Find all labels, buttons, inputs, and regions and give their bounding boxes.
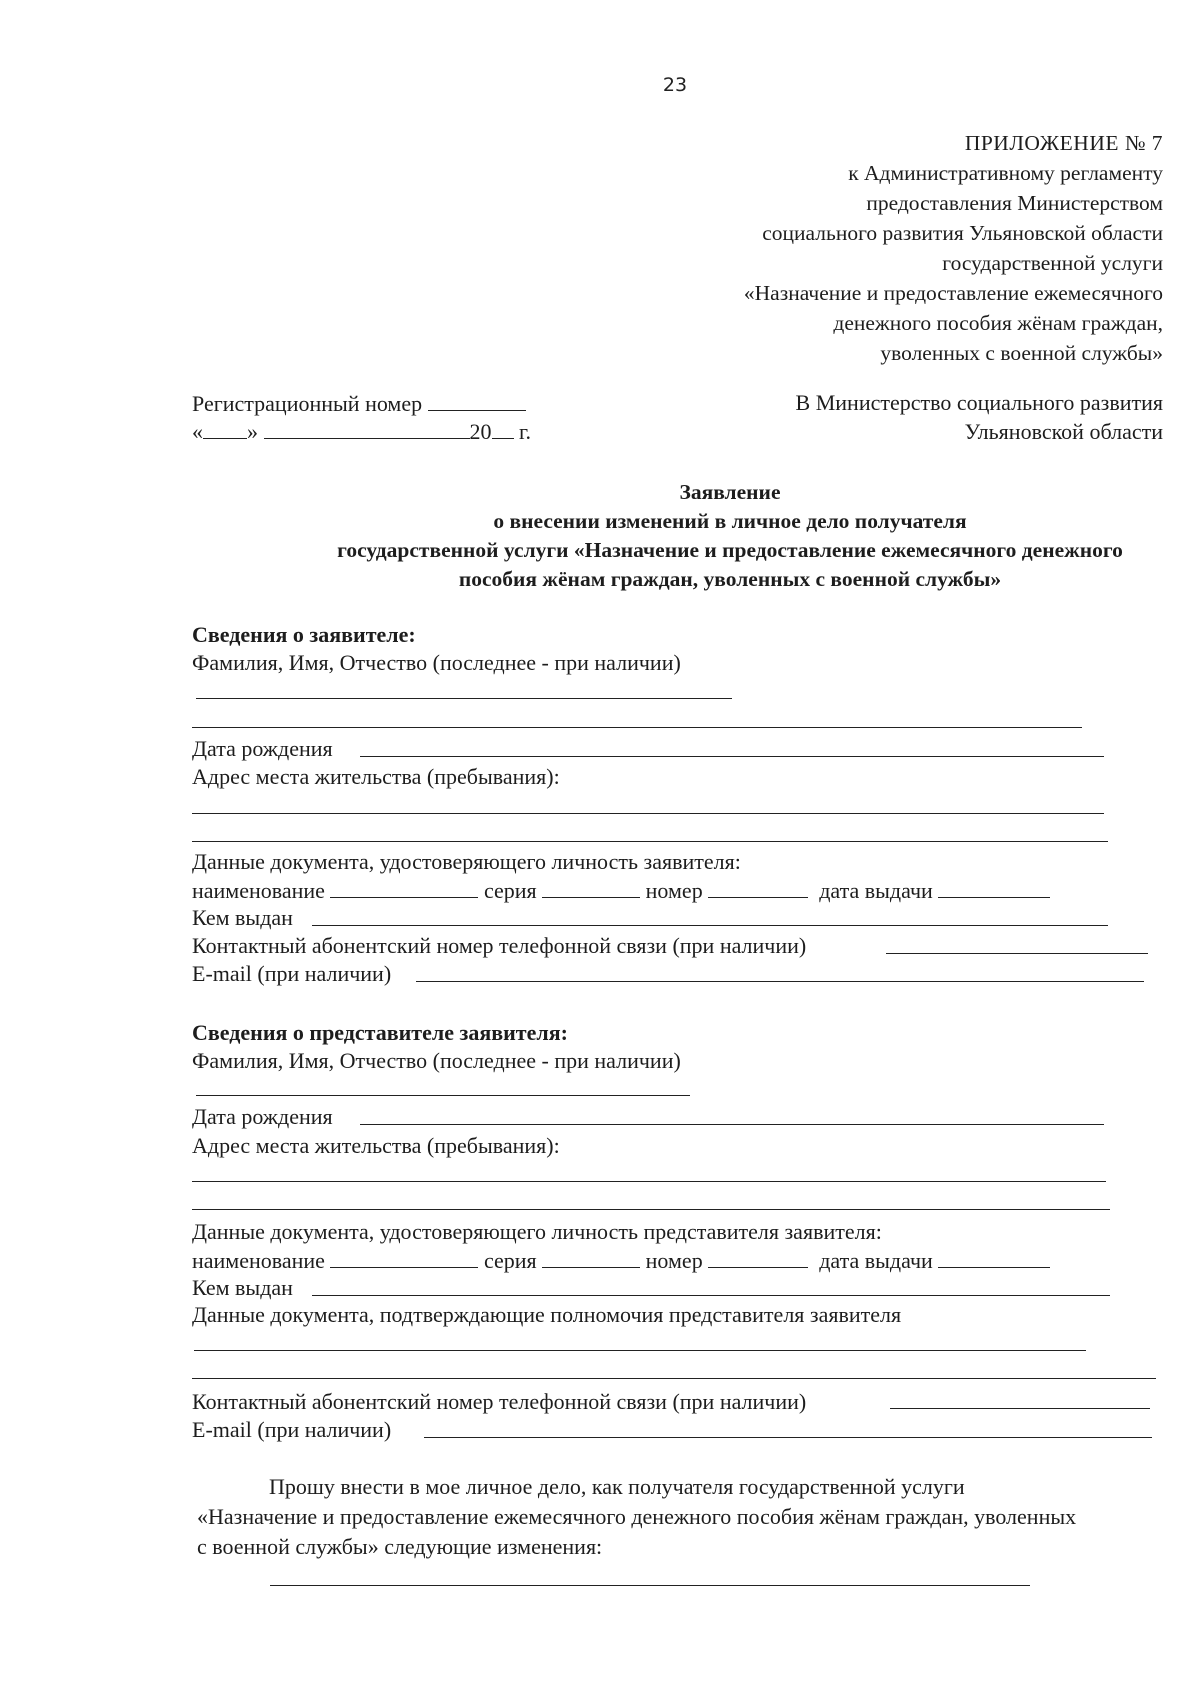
title-line: Заявление bbox=[679, 480, 781, 504]
applicant-series-label: серия bbox=[483, 878, 537, 903]
request-line: с военной службы» следующие изменения: bbox=[197, 1534, 603, 1559]
representative-email-label: E-mail (при наличии) bbox=[192, 1417, 392, 1442]
applicant-address-line-2[interactable] bbox=[192, 841, 1108, 842]
appendix-line: «Назначение и предоставление ежемесячного bbox=[743, 281, 1163, 305]
applicant-heading: Сведения о заявителе: bbox=[192, 622, 416, 647]
year-suffix: г. bbox=[519, 419, 532, 444]
applicant-address-line-1[interactable] bbox=[192, 813, 1104, 814]
appendix-header bbox=[603, 128, 1163, 368]
applicant-id-doc-label: Данные документа, удостоверяющего личность заявителя: bbox=[192, 849, 741, 874]
appendix-line: к Административному регламенту bbox=[848, 161, 1163, 185]
representative-name-label: наименование bbox=[192, 1248, 325, 1273]
request-changes-field[interactable] bbox=[270, 1585, 1030, 1586]
applicant-birth-label: Дата рождения bbox=[192, 736, 333, 761]
representative-phone-field[interactable] bbox=[890, 1408, 1150, 1409]
representative-birth-field[interactable] bbox=[360, 1124, 1104, 1125]
applicant-issued-by-field[interactable] bbox=[312, 925, 1108, 926]
page-number: 23 bbox=[662, 74, 688, 96]
representative-fio-line[interactable] bbox=[196, 1095, 690, 1096]
applicant-fio-label: Фамилия, Имя, Отчество (последнее - при наличии) bbox=[192, 650, 681, 675]
request-line: «Назначение и предоставление ежемесячного денежного пособия жёнам граждан, уволенных bbox=[197, 1504, 1077, 1529]
applicant-issue-date-field[interactable] bbox=[938, 877, 1050, 898]
representative-doc-name-field[interactable] bbox=[330, 1247, 478, 1268]
representative-issue-date-label: дата выдачи bbox=[819, 1248, 933, 1273]
applicant-address-label: Адрес места жительства (пребывания): bbox=[192, 764, 560, 789]
representative-fio-label: Фамилия, Имя, Отчество (последнее - при наличии) bbox=[192, 1048, 681, 1073]
representative-authority-line-2[interactable] bbox=[192, 1378, 1156, 1379]
appendix-line: уволенных с военной службы» bbox=[880, 341, 1163, 365]
representative-heading: Сведения о представителе заявителя: bbox=[192, 1020, 568, 1045]
registration-block bbox=[192, 390, 531, 446]
registration-number-label: Регистрационный номер bbox=[192, 391, 423, 416]
representative-issued-by-field[interactable] bbox=[312, 1295, 1110, 1296]
appendix-line: предоставления Министерством bbox=[866, 191, 1163, 215]
representative-issued-by-label: Кем выдан bbox=[192, 1275, 293, 1300]
title-line: о внесении изменений в личное дело получателя bbox=[493, 509, 967, 533]
title-line: пособия жёнам граждан, уволенных с военной службы» bbox=[458, 567, 1002, 591]
registration-month-field[interactable] bbox=[264, 418, 470, 439]
applicant-birth-field[interactable] bbox=[360, 756, 1104, 757]
applicant-email-label: E-mail (при наличии) bbox=[192, 961, 392, 986]
representative-address-line-2[interactable] bbox=[192, 1209, 1110, 1210]
registration-year-field[interactable] bbox=[492, 418, 514, 439]
registration-number-field[interactable] bbox=[428, 390, 526, 411]
applicant-series-field[interactable] bbox=[542, 877, 640, 898]
representative-address-line-1[interactable] bbox=[192, 1181, 1106, 1182]
applicant-email-field[interactable] bbox=[416, 981, 1144, 982]
appendix-line: денежного пособия жёнам граждан, bbox=[833, 311, 1163, 335]
applicant-issue-date-label: дата выдачи bbox=[819, 878, 933, 903]
document-title bbox=[200, 478, 1200, 594]
representative-id-row bbox=[192, 1247, 1050, 1274]
applicant-fio-line-2[interactable] bbox=[192, 727, 1082, 728]
applicant-phone-label: Контактный абонентский номер телефонной связи (при наличии) bbox=[192, 933, 807, 958]
registration-day-field[interactable] bbox=[203, 418, 247, 439]
appendix-line: социального развития Ульяновской области bbox=[762, 221, 1163, 245]
representative-authority-doc-label: Данные документа, подтверждающие полномочия представителя заявителя bbox=[192, 1302, 902, 1327]
applicant-number-field[interactable] bbox=[708, 877, 808, 898]
representative-email-field[interactable] bbox=[424, 1437, 1152, 1438]
open-quote: « bbox=[192, 419, 203, 444]
title-line: государственной услуги «Назначение и предоставление ежемесячного денежного bbox=[337, 538, 1123, 562]
applicant-name-label: наименование bbox=[192, 878, 325, 903]
representative-id-doc-label: Данные документа, удостоверяющего личность представителя заявителя: bbox=[192, 1219, 882, 1244]
applicant-number-label: номер bbox=[645, 878, 703, 903]
representative-phone-label: Контактный абонентский номер телефонной связи (при наличии) bbox=[192, 1389, 807, 1414]
appendix-line: государственной услуги bbox=[942, 251, 1163, 275]
year-prefix: 20 bbox=[469, 419, 492, 444]
applicant-phone-field[interactable] bbox=[886, 953, 1148, 954]
appendix-title: ПРИЛОЖЕНИЕ № 7 bbox=[964, 131, 1163, 155]
request-paragraph bbox=[197, 1472, 1197, 1562]
applicant-doc-name-field[interactable] bbox=[330, 877, 478, 898]
recipient-block bbox=[796, 388, 1163, 446]
applicant-fio-line-1[interactable] bbox=[196, 698, 732, 699]
representative-issue-date-field[interactable] bbox=[938, 1247, 1050, 1268]
representative-address-label: Адрес места жительства (пребывания): bbox=[192, 1133, 560, 1158]
request-line: Прошу внести в мое личное дело, как получателя государственной услуги bbox=[269, 1474, 965, 1499]
close-quote: » bbox=[247, 419, 258, 444]
representative-birth-label: Дата рождения bbox=[192, 1104, 333, 1129]
representative-number-label: номер bbox=[645, 1248, 703, 1273]
applicant-issued-by-label: Кем выдан bbox=[192, 905, 293, 930]
recipient-line: Ульяновской области bbox=[964, 419, 1163, 444]
representative-series-field[interactable] bbox=[542, 1247, 640, 1268]
representative-number-field[interactable] bbox=[708, 1247, 808, 1268]
representative-series-label: серия bbox=[483, 1248, 537, 1273]
representative-authority-line-1[interactable] bbox=[194, 1350, 1086, 1351]
recipient-line: В Министерство социального развития bbox=[795, 390, 1163, 415]
applicant-id-row bbox=[192, 877, 1050, 904]
